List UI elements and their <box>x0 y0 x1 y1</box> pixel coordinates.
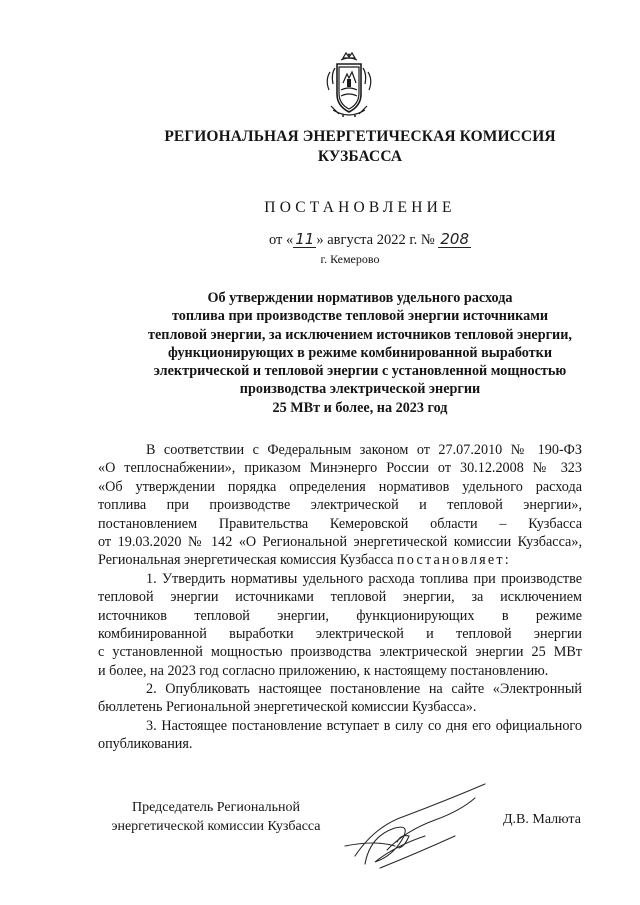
item-3-line: 3. Настоящее постановление вступает в силу со дня его официального <box>146 717 582 734</box>
item-1-line: источников тепловой энергии, функционирующих в режиме <box>98 607 582 624</box>
document-type: ПОСТАНОВЛЕНИЕ <box>264 199 456 216</box>
item-3-line: опубликования. <box>98 736 193 753</box>
signatory-position <box>102 798 330 836</box>
preamble-line: постановлением Правительства Кемеровской области – Кузбасса <box>98 515 582 532</box>
signatory-position-line1: Председатель Региональной <box>131 800 301 815</box>
dateline-middle: » августа 2022 г. № <box>316 232 435 248</box>
title-line: электрической и тепловой энергии с установленной мощностью <box>153 363 567 380</box>
item-2-line: бюллетень Региональной энергетической комиссии Кузбасса». <box>98 699 477 716</box>
handwritten-number: 208 <box>440 230 470 248</box>
document-body <box>98 441 582 754</box>
organization-name-line1: РЕГИОНАЛЬНАЯ ЭНЕРГЕТИЧЕСКАЯ КОМИССИЯ <box>164 128 556 145</box>
preamble-line: В соответствии с Федеральным законом от 27.07.2010 № 190-ФЗ <box>146 442 582 458</box>
item-2-line: 2. Опубликовать настоящее постановление на сайте «Электронный <box>146 681 582 698</box>
dateline-prefix: от « <box>268 232 294 248</box>
title-line: 25 МВт и более, на 2023 год <box>272 399 448 416</box>
preamble-line: от 19.03.2020 № 142 «О Региональной энергетической комиссии Кузбасса», <box>98 533 582 550</box>
item-1-line: и более, на 2023 год согласно приложению, к настоящему постановлению. <box>98 662 549 679</box>
handwritten-signature <box>335 776 495 876</box>
preamble-verb: постановляет: <box>397 552 511 569</box>
item-1-line: с установленной мощностью производства электрической энергии 25 МВт <box>98 644 582 661</box>
preamble-line: топлива при производстве электрической и тепловой энергии», <box>98 497 582 514</box>
title-line: производства электрической энергии <box>239 381 481 398</box>
title-line: топлива при производстве тепловой энергии источниками <box>171 308 549 325</box>
document-title <box>130 289 590 417</box>
title-line: функционирующих в режиме комбинированной выработки <box>168 344 552 361</box>
handwritten-day: 11 <box>295 230 315 248</box>
city: г. Кемерово <box>320 252 380 266</box>
preamble-line: «О теплоснабжении», приказом Минэнерго России от 30.12.2008 № 323 <box>98 460 582 477</box>
item-1-line: 1. Утвердить нормативы удельного расхода топлива при производстве <box>146 570 582 587</box>
item-1-line: тепловой энергии источниками тепловой энергии, за исключением <box>98 589 582 606</box>
title-line: Об утверждении нормативов удельного расхода <box>207 290 513 306</box>
document-dateline <box>240 232 500 249</box>
preamble-line: «Об утверждении порядка определения нормативов удельного расхода <box>98 478 582 495</box>
organization-name-line2: КУЗБАССА <box>317 148 403 165</box>
coat-of-arms-emblem <box>321 50 377 122</box>
preamble-tail: Региональная энергетическая комиссия Кузбасса <box>98 552 394 569</box>
preamble-closing-line <box>98 551 582 569</box>
title-line: тепловой энергии, за исключением источников тепловой энергии, <box>148 326 572 343</box>
signatory-position-line2: энергетической комиссии Кузбасса <box>111 819 321 834</box>
signatory-name: Д.В. Малюта <box>503 812 581 827</box>
item-1-line: комбинированной выработки электрической и тепловой энергии <box>98 625 582 642</box>
